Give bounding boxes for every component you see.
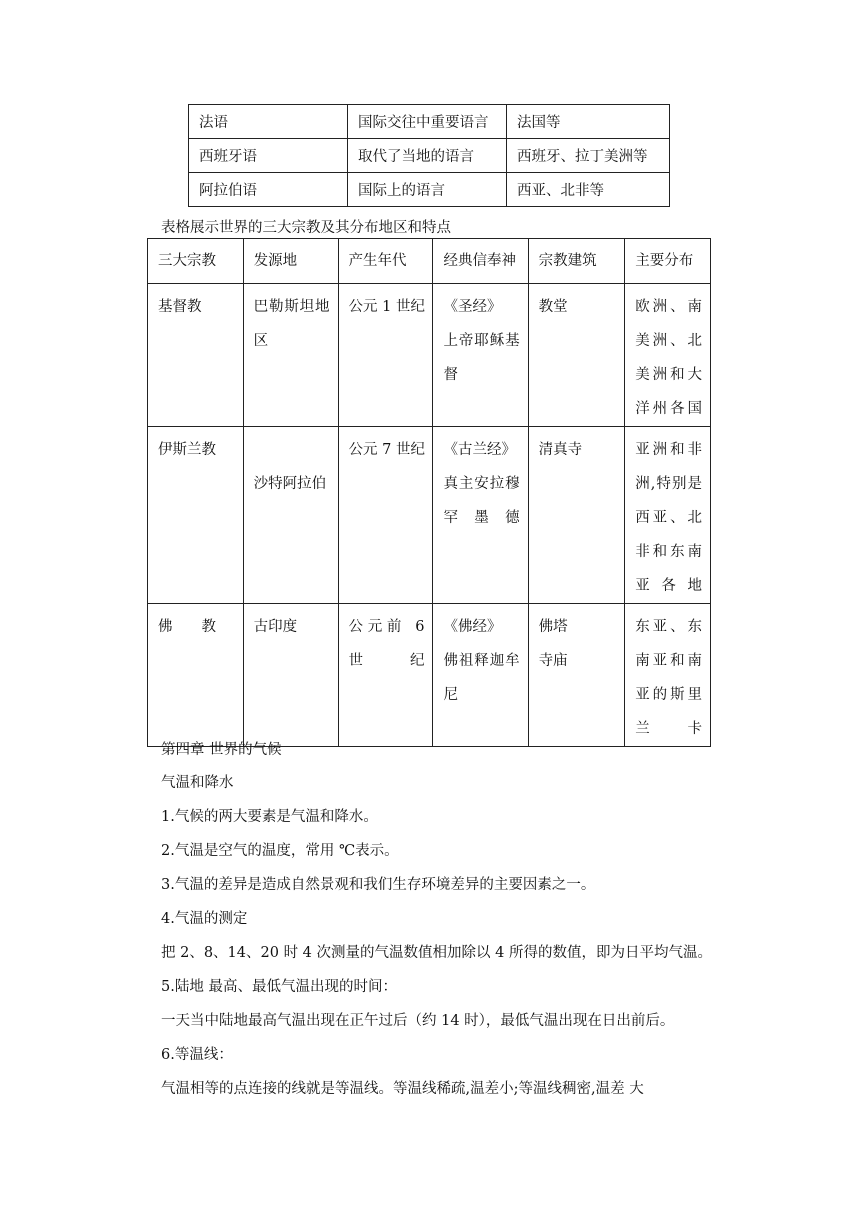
table-cell: 西班牙、拉丁美洲等	[507, 139, 670, 173]
column-header: 宗教建筑	[528, 239, 625, 284]
table-row	[148, 284, 711, 427]
era-cell: 公元 1 世纪	[338, 284, 433, 427]
table-cell: 法语	[189, 105, 348, 139]
scripture-cell	[433, 604, 528, 747]
paragraph: 1.气候的两大要素是气温和降水。	[161, 809, 378, 825]
language-table	[188, 104, 670, 207]
table-row	[189, 105, 670, 139]
column-header: 主要分布	[625, 239, 711, 284]
religion-name: 伊斯兰教	[148, 427, 244, 604]
paragraph: 一天当中陆地最高气温出现在正午过后（约 14 时），最低气温出现在日出前后。	[161, 1013, 675, 1029]
religion-table	[147, 238, 711, 747]
table-row	[148, 604, 711, 747]
distribution-cell: 欧洲、南美洲、北美洲和大洋州各国	[625, 284, 711, 427]
building-cell	[528, 604, 625, 747]
deity-text: 上帝耶稣基督	[443, 333, 520, 383]
building-text: 佛塔	[538, 619, 568, 635]
table-cell: 取代了当地的语言	[348, 139, 507, 173]
distribution-cell: 亚洲和非洲,特别是西亚、北非和东南亚各地	[625, 427, 711, 604]
origin-text: 沙特阿拉伯	[253, 476, 327, 492]
religion-name: 佛 教	[148, 604, 244, 747]
paragraph: 气温相等的点连接的线就是等温线。等温线稀疏,温差小;等温线稠密,温差 大	[161, 1081, 644, 1097]
column-header: 产生年代	[338, 239, 433, 284]
paragraph: 5.陆地 最高、最低气温出现的时间：	[161, 979, 397, 995]
scripture-cell	[433, 284, 528, 427]
paragraph: 3.气温的差异是造成自然景观和我们生存环境差异的主要因素之一。	[161, 877, 596, 893]
table-caption: 表格展示世界的三大宗教及其分布地区和特点	[161, 220, 451, 236]
table-row	[148, 427, 711, 604]
section-title: 气温和降水	[161, 775, 234, 791]
paragraph: 2.气温是空气的温度，常用 ℃表示。	[161, 843, 399, 859]
table-cell: 法国等	[507, 105, 670, 139]
scripture-title: 《古兰经》	[443, 442, 516, 458]
paragraph: 4.气温的测定	[161, 911, 248, 927]
deity-text: 佛祖释迦牟尼	[443, 653, 520, 703]
table-header-row	[148, 239, 711, 284]
table-row	[189, 173, 670, 207]
building-cell: 清真寺	[528, 427, 625, 604]
paragraph: 把 2、8、14、20 时 4 次测量的气温数值相加除以 4 所得的数值，即为日平均气温。	[161, 945, 712, 961]
chapter-title: 第四章 世界的气候	[161, 742, 282, 758]
building-cell: 教堂	[528, 284, 625, 427]
table-cell: 西亚、北非等	[507, 173, 670, 207]
deity-text: 真主安拉穆罕墨德	[443, 476, 520, 526]
religion-name: 基督教	[148, 284, 244, 427]
column-header: 经典信奉神	[433, 239, 528, 284]
scripture-cell	[433, 427, 528, 604]
column-header: 发源地	[243, 239, 338, 284]
origin-cell: 巴勒斯坦地区	[243, 284, 338, 427]
distribution-cell: 东亚、东南亚和南亚的斯里兰卡	[625, 604, 711, 747]
table-cell: 阿拉伯语	[189, 173, 348, 207]
origin-cell	[243, 427, 338, 604]
column-header: 三大宗教	[148, 239, 244, 284]
paragraph: 6.等温线：	[161, 1047, 233, 1063]
table-cell: 国际上的语言	[348, 173, 507, 207]
era-cell: 公元前 6 世纪	[338, 604, 433, 747]
table-cell: 国际交往中重要语言	[348, 105, 507, 139]
era-cell: 公元 7 世纪	[338, 427, 433, 604]
building-text: 寺庙	[538, 653, 568, 669]
table-cell: 西班牙语	[189, 139, 348, 173]
origin-cell: 古印度	[243, 604, 338, 747]
scripture-title: 《佛经》	[443, 619, 502, 635]
scripture-title: 《圣经》	[443, 299, 502, 315]
table-row	[189, 139, 670, 173]
